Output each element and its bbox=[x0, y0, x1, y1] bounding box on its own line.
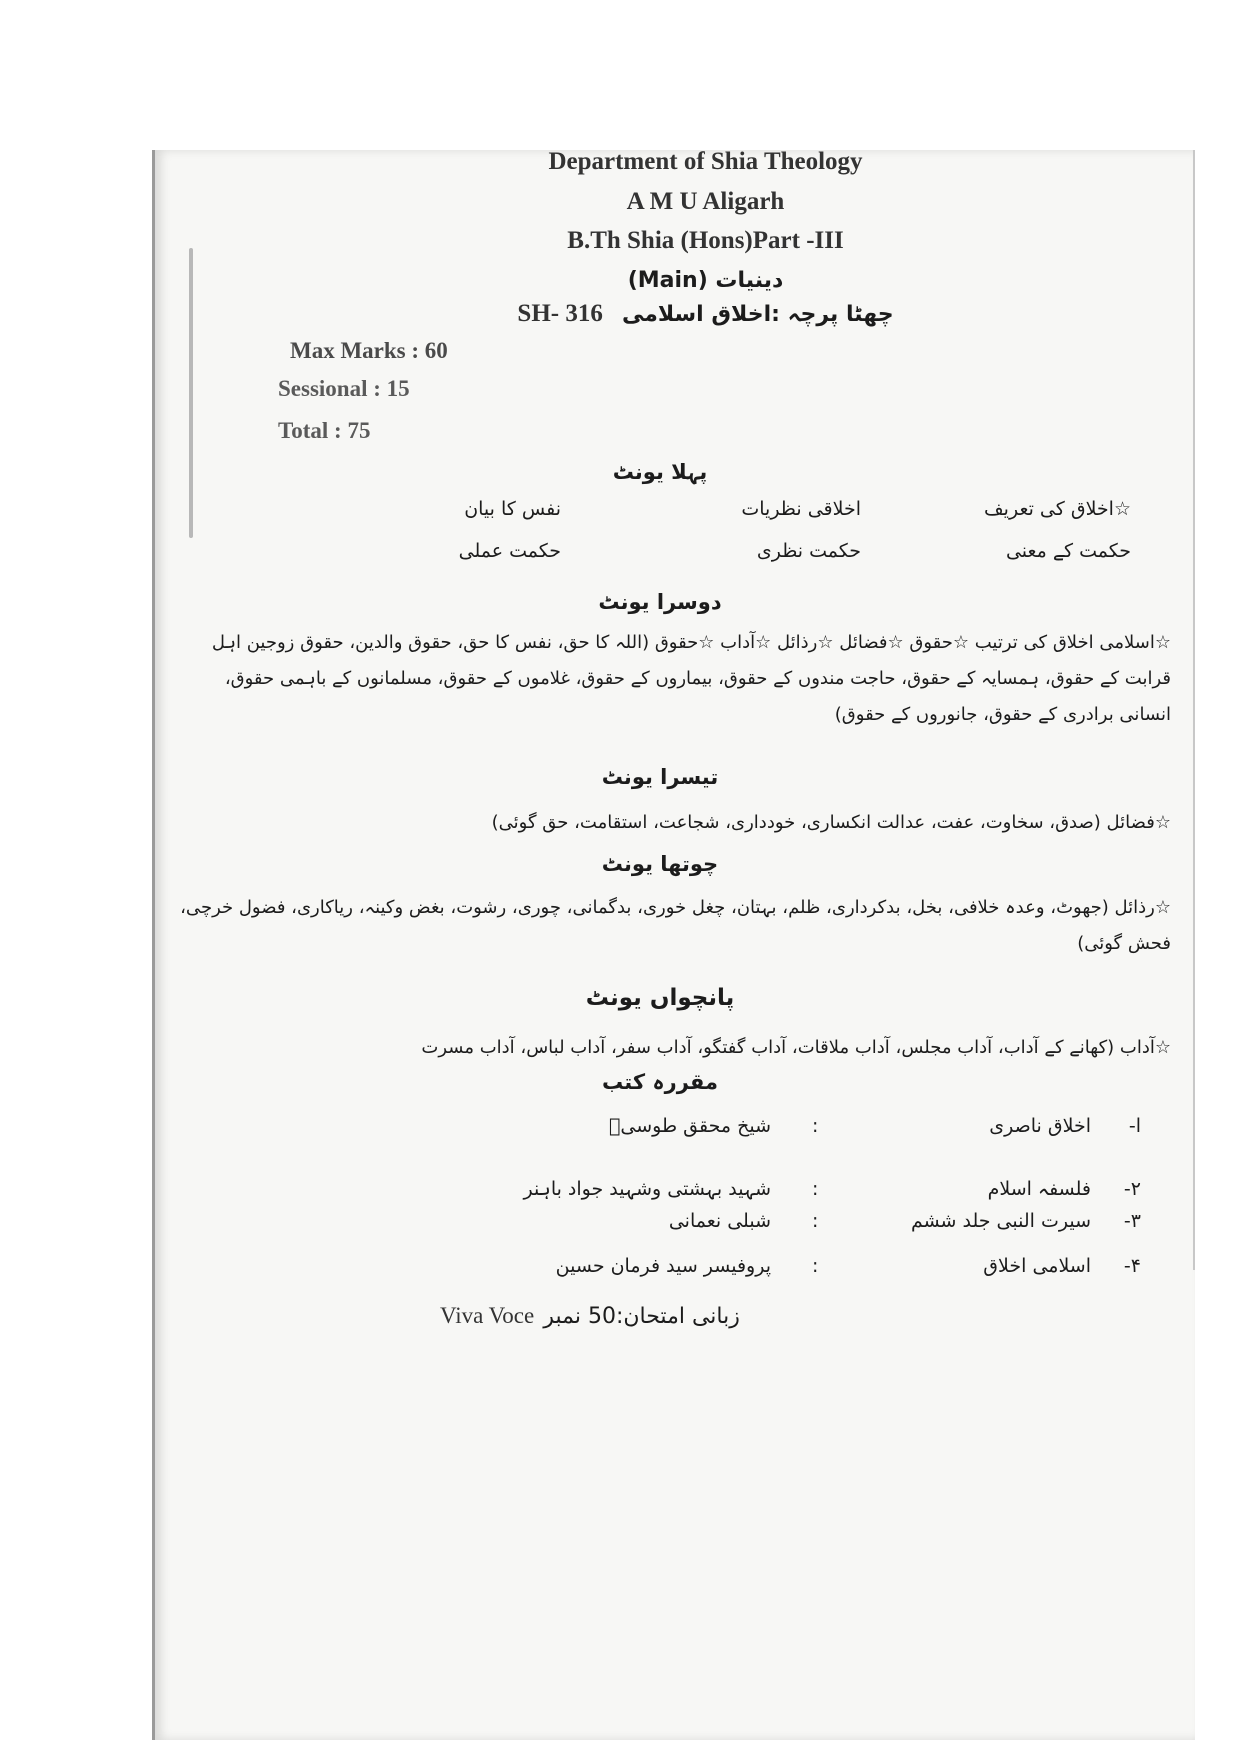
unit1-topic-6: حکمت عملی bbox=[458, 540, 561, 562]
book-separator: : bbox=[812, 1115, 819, 1137]
books-title: مقررہ کتب bbox=[602, 1070, 718, 1094]
book-number: ا- bbox=[1128, 1115, 1141, 1137]
course-name: B.Th Shia (Hons)Part -III bbox=[567, 227, 844, 254]
paper-code: SH- 316 bbox=[517, 300, 603, 327]
book-number: ۳- bbox=[1123, 1210, 1141, 1232]
book-separator: : bbox=[812, 1210, 819, 1232]
university-name: A M U Aligarh bbox=[626, 188, 785, 215]
book-author: شہید بہشتی وشہید جواد باہنر bbox=[523, 1178, 771, 1200]
viva-english: Viva Voce bbox=[440, 1303, 535, 1328]
unit1-topic-3: نفس کا بیان bbox=[464, 498, 561, 520]
book-name: اخلاق ناصری bbox=[989, 1115, 1091, 1137]
department-title: Department of Shia Theology bbox=[548, 148, 863, 175]
book-author: شبلی نعمانی bbox=[668, 1210, 771, 1232]
unit3-title: تیسرا یونٹ bbox=[601, 765, 719, 789]
unit1-topic-2: اخلاقی نظریات bbox=[741, 498, 861, 520]
unit3-text: ☆فضائل (صدق، سخاوت، عفت، عدالت انکساری، خودداری، شجاعت، استقامت، حق گوئی) bbox=[491, 812, 1171, 833]
book-separator: : bbox=[812, 1255, 819, 1277]
book-author: پروفیسر سید فرمان حسین bbox=[555, 1255, 771, 1277]
max-marks: Max Marks : 60 bbox=[290, 338, 448, 363]
paper-line bbox=[0, 300, 1241, 328]
book-separator: : bbox=[812, 1178, 819, 1200]
book-name: فلسفہ اسلام bbox=[987, 1178, 1091, 1200]
sessional-marks: Sessional : 15 bbox=[278, 376, 410, 401]
subject-name: دینیات (Main) bbox=[627, 268, 784, 293]
unit5-title: پانچواں یونٹ bbox=[585, 985, 735, 1011]
book-author: شیخ محقق طوسیؒ bbox=[609, 1115, 771, 1137]
unit5-text: ☆آداب (کھانے کے آداب، آداب مجلس، آداب ملاقات، آداب گفتگو، آداب سفر، آداب لباس، آداب مسرت bbox=[421, 1037, 1171, 1058]
viva-line bbox=[440, 1303, 740, 1329]
book-number: ۲- bbox=[1123, 1178, 1141, 1200]
unit2-title: دوسرا یونٹ bbox=[598, 590, 722, 614]
unit1-topic-5: حکمت نظری bbox=[756, 540, 861, 562]
total-marks: Total : 75 bbox=[278, 418, 371, 443]
book-name: اسلامی اخلاق bbox=[983, 1255, 1091, 1277]
unit4-text: ☆رذائل (جھوٹ، وعدہ خلافی، بخل، بدکرداری، ظلم، بہتان، چغل خوری، بدگمانی، چوری، رشوت، بغض وکینہ، ریاکاری، فضول خرچی، فحش گوئی) bbox=[180, 897, 1171, 954]
unit4-title: چوتھا یونٹ bbox=[601, 852, 719, 876]
paper-title: چھٹا پرچہ :اخلاق اسلامی bbox=[621, 302, 894, 327]
viva-urdu: زبانی امتحان:50 نمبر bbox=[543, 1304, 740, 1329]
book-name: سیرت النبی جلد ششم bbox=[910, 1210, 1091, 1232]
unit1-topic-1: ☆اخلاق کی تعریف bbox=[984, 498, 1131, 520]
unit1-topic-4: حکمت کے معنی bbox=[1005, 540, 1131, 562]
book-number: ۴- bbox=[1123, 1255, 1141, 1277]
unit2-text: ☆اسلامی اخلاق کی ترتیب ☆حقوق ☆فضائل ☆رذائل ☆آداب ☆حقوق (اللہ کا حق، نفس کا حق، حقوق والدین، حقوق زوجین اہل قرابت کے حقوق، ہمسایہ کے حقوق، حاجت مندوں کے حقوق، بیماروں کے حقوق، غلاموں کے حقوق، مسلمانوں کے باہمی حقوق، انسانی برادری کے حقوق، جانوروں کے حقوق) bbox=[211, 632, 1171, 725]
unit1-title: پہلا یونٹ bbox=[612, 460, 708, 484]
